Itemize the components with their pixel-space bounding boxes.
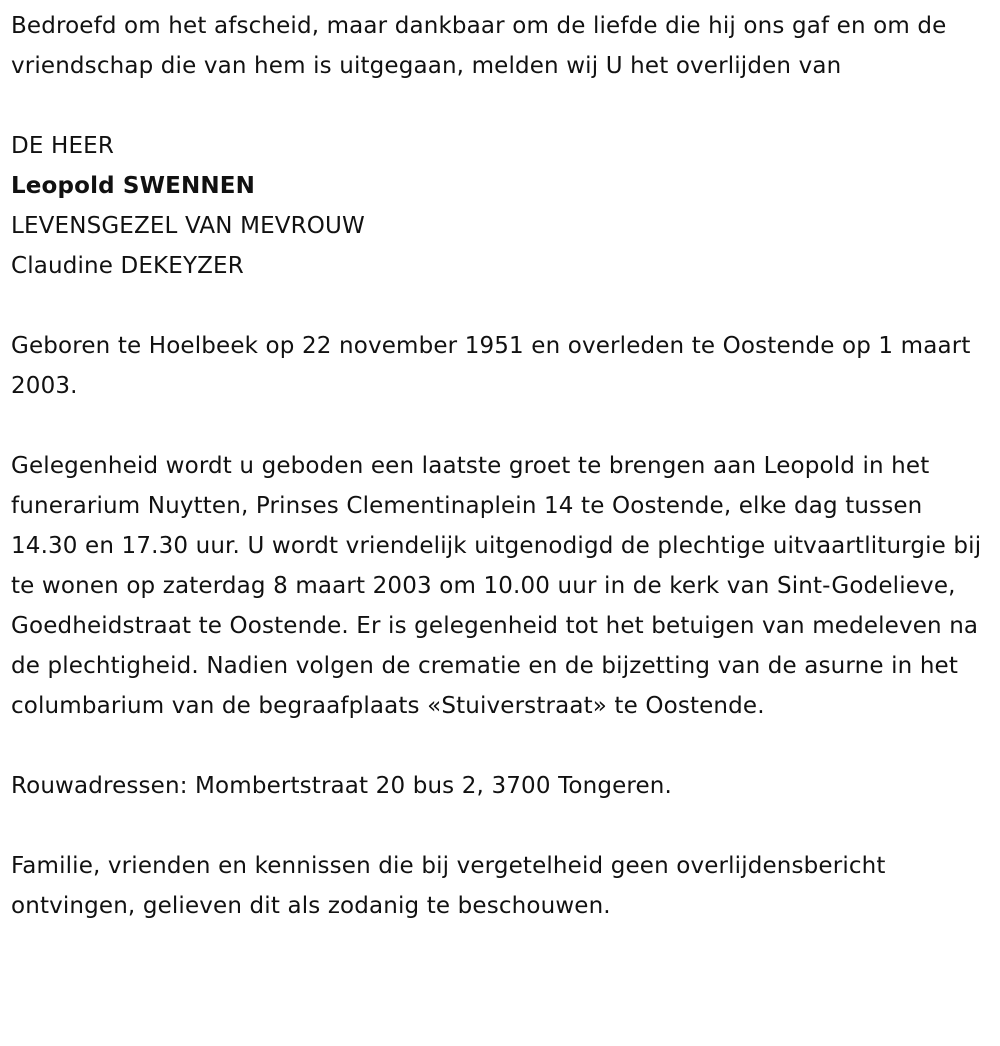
deceased-name: Leopold SWENNEN <box>11 173 256 199</box>
deceased-title: DE HEER <box>11 133 114 159</box>
closing-paragraph: Familie, vrienden en kennissen die bij vergetelheid geen overlijdensbericht ontvingen, gelieven dit als zodanig te beschouwen. <box>11 853 886 919</box>
address-paragraph: Rouwadressen: Mombertstraat 20 bus 2, 3700 Tongeren. <box>11 773 672 799</box>
birth-death-paragraph: Geboren te Hoelbeek op 22 november 1951 en overleden te Oostende op 1 maart 2003. <box>11 333 971 399</box>
ceremony-paragraph: Gelegenheid wordt u geboden een laatste groet te brengen aan Leopold in het funerarium Nuytten, Prinses Clementinaplein 14 te Oostende, elke dag tussen 14.30 en 17.30 uur. U wordt vriendelijk uitgenodigd de plechtige uitvaartliturgie bij te wonen op zaterdag 8 maart 2003 om 10.00 uur in de kerk van Sint-Godelieve, Goedheidstraat te Oostende. Er is gelegenheid tot het betuigen van medeleven na de plechtigheid. Nadien volgen de crematie en de bijzetting van de asurne in het columbarium van de begraafplaats «Stuiverstraat» te Oostende. <box>11 453 982 719</box>
intro-paragraph: Bedroefd om het afscheid, maar dankbaar om de liefde die hij ons gaf en om de vriendschap die van hem is uitgegaan, melden wij U het overlijden van <box>11 13 947 79</box>
deceased-relation: LEVENSGEZEL VAN MEVROUW <box>11 213 365 239</box>
partner-name: Claudine DEKEYZER <box>11 253 244 279</box>
